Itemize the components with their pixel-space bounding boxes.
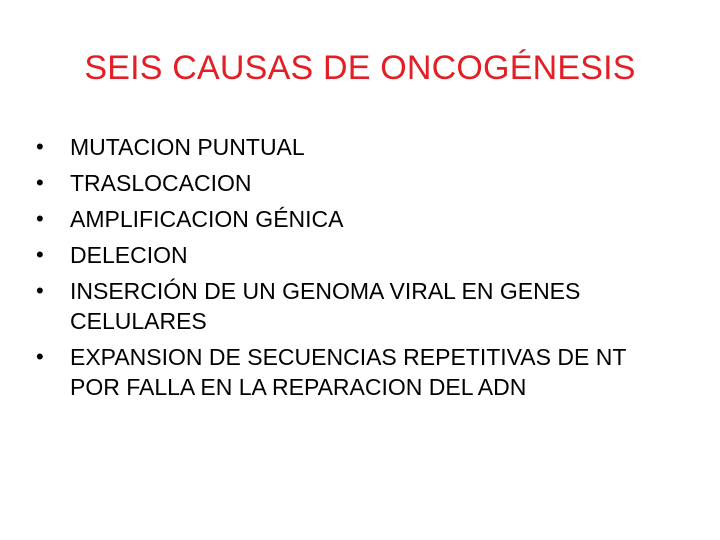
list-item-label: DELECION	[70, 242, 188, 268]
list-item	[36, 276, 676, 336]
slide-title: SEIS CAUSAS DE ONCOGÉNESIS	[84, 49, 636, 87]
bullet-icon: •	[36, 242, 44, 267]
bullet-icon: •	[36, 278, 44, 303]
list-item	[36, 132, 676, 162]
list-item-label: MUTACION PUNTUAL	[70, 134, 305, 160]
bullet-icon: •	[36, 344, 44, 369]
list-item-label: TRASLOCACION	[70, 170, 252, 196]
list-item-label: INSERCIÓN DE UN GENOMA VIRAL EN GENES CELULARES	[70, 278, 581, 334]
list-item-label: AMPLIFICACION GÉNICA	[70, 206, 344, 232]
list-item	[36, 342, 676, 402]
list-item	[36, 204, 676, 234]
bullet-icon: •	[36, 170, 44, 195]
cause-list	[36, 132, 676, 408]
bullet-icon: •	[36, 206, 44, 231]
list-item	[36, 240, 676, 270]
bullet-icon: •	[36, 134, 44, 159]
list-item	[36, 168, 676, 198]
list-item-label: EXPANSION DE SECUENCIAS REPETITIVAS DE NT POR FALLA EN LA REPARACION DEL ADN	[70, 344, 626, 400]
